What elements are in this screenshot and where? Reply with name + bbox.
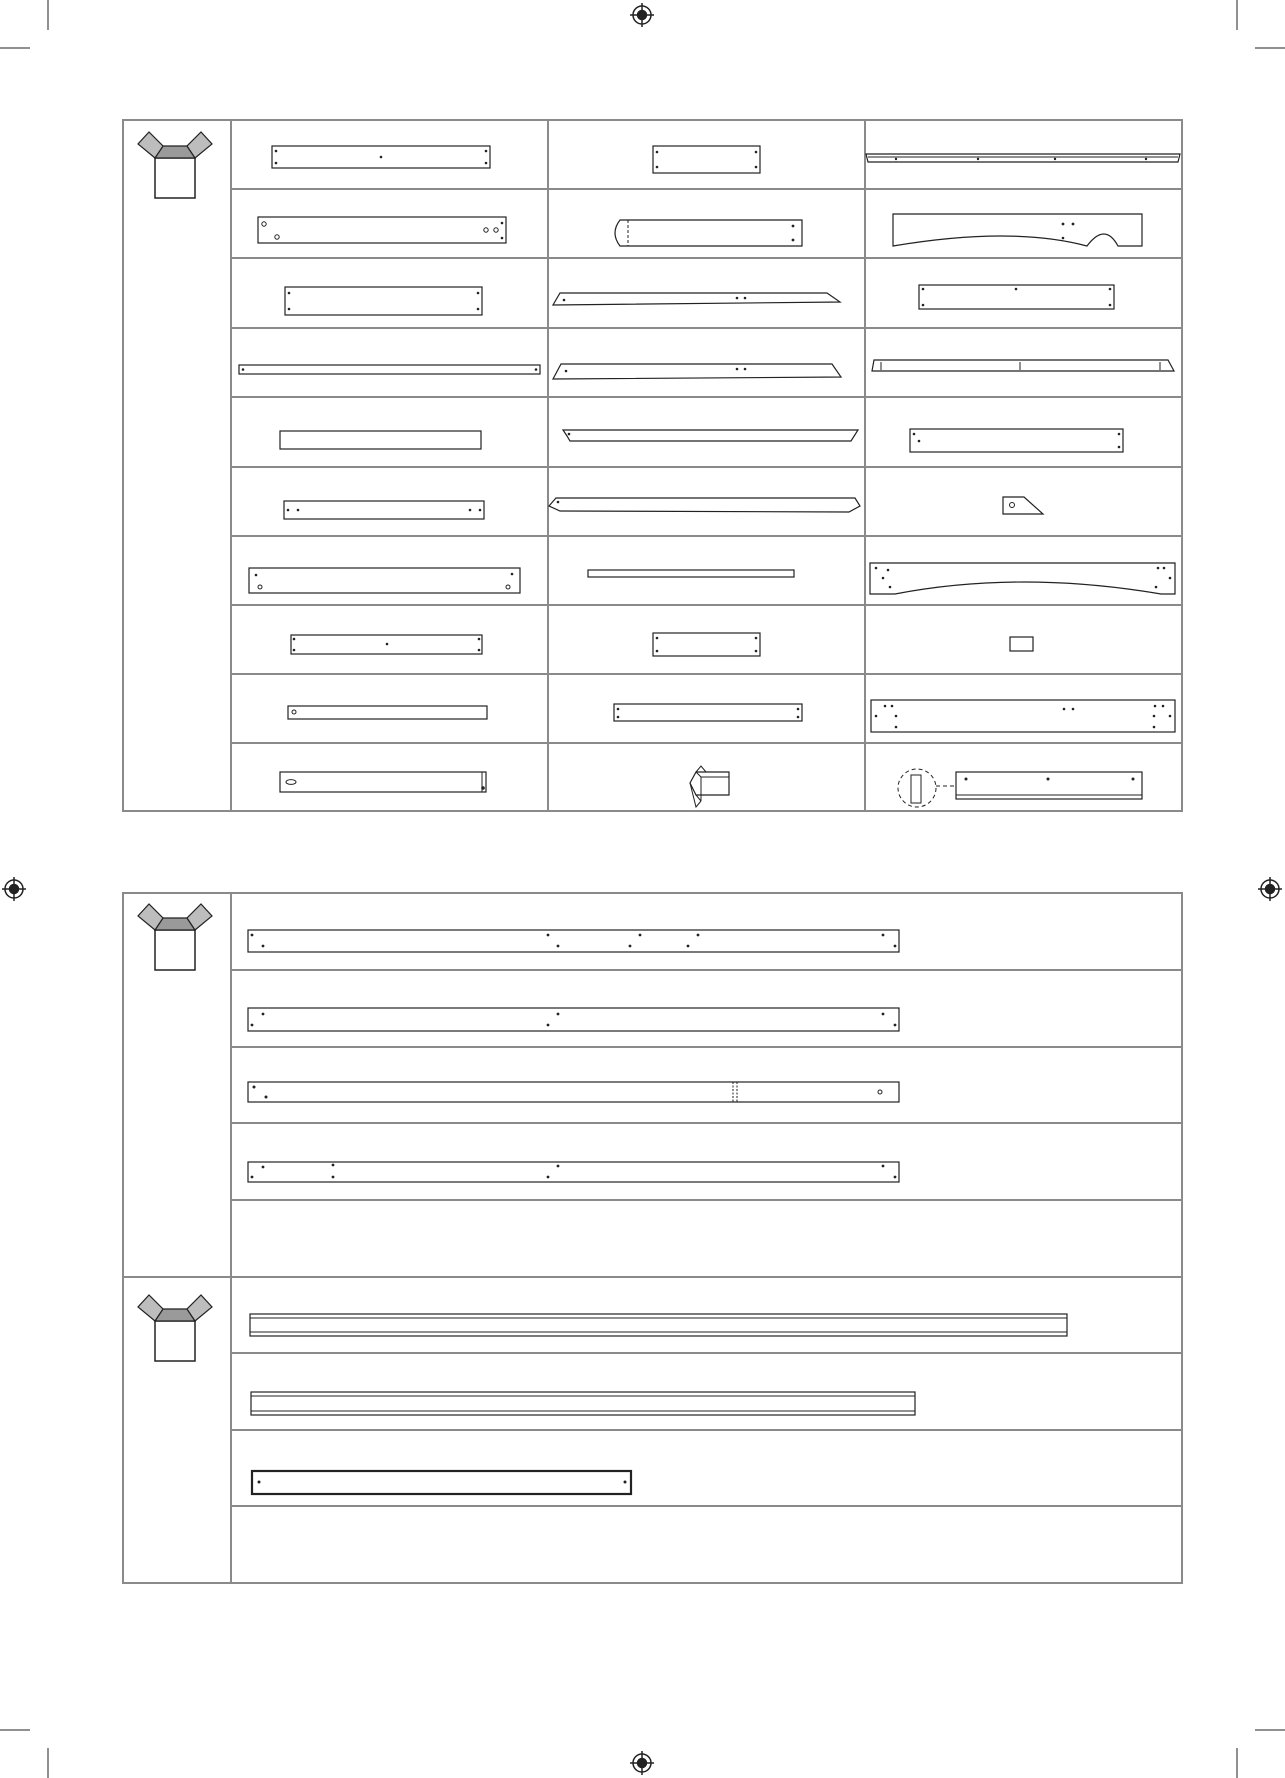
part-s3-r1 <box>250 1314 1067 1336</box>
part-s2-r3 <box>248 1082 899 1102</box>
part-r4-c2 <box>553 364 841 379</box>
part-r5-c2 <box>563 430 858 441</box>
part-r8-c1 <box>291 635 482 654</box>
part-r1-c1 <box>272 146 490 168</box>
part-r3-c1 <box>285 287 482 315</box>
part-r7-c2 <box>588 570 794 577</box>
part-r4-c1 <box>239 365 540 374</box>
part-r8-c2 <box>653 633 760 656</box>
part-r1-c3 <box>866 154 1180 162</box>
part-r4-c3 <box>872 360 1174 371</box>
part-r5-c1 <box>280 431 481 449</box>
part-r9-c2 <box>614 704 802 721</box>
part-s2-r4 <box>248 1162 899 1182</box>
part-r7-c3 <box>870 563 1175 594</box>
section-3-parts <box>250 1314 1067 1494</box>
part-r2-c1 <box>258 217 506 243</box>
open-box-icon <box>138 132 212 198</box>
registration-mark-icon <box>2 3 1282 1775</box>
part-r2-c2 <box>615 220 802 246</box>
part-r2-c3 <box>893 214 1142 246</box>
open-box-icon <box>138 1295 212 1361</box>
part-r8-c3 <box>1010 637 1033 651</box>
part-s2-r1 <box>248 930 899 952</box>
part-s3-r2 <box>251 1392 915 1415</box>
part-r6-c2 <box>549 498 860 512</box>
part-r9-c1 <box>288 706 487 719</box>
open-box-icon <box>138 904 212 970</box>
part-r6-c1 <box>284 501 484 519</box>
part-r9-c3 <box>871 700 1175 732</box>
section-2-parts <box>248 930 899 1182</box>
part-r10-c2 <box>690 766 729 807</box>
part-r7-c1 <box>249 568 520 593</box>
part-r5-c3 <box>910 429 1123 452</box>
part-r6-c3 <box>1003 497 1043 514</box>
part-r10-c3 <box>898 769 1142 807</box>
part-r10-c1 <box>280 772 486 792</box>
part-r3-c3 <box>919 285 1114 309</box>
part-r3-c2 <box>553 293 840 305</box>
part-s3-r3 <box>252 1471 631 1494</box>
part-s2-r2 <box>248 1008 899 1031</box>
part-r1-c2 <box>653 146 760 173</box>
section-1-parts <box>239 146 1180 807</box>
